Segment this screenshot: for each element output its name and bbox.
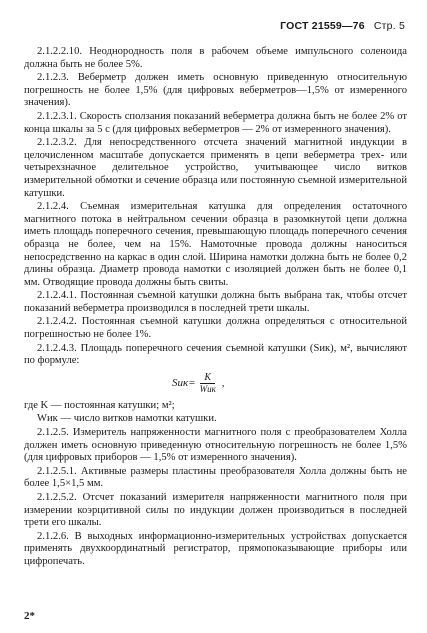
- page-header: [280, 20, 405, 32]
- formula-lhs: Sик=: [172, 377, 196, 390]
- clause-2-1-2-5-2: 2.1.2.5.2. Отсчет показаний измерителя напряженности магнитного поля при измерении коэрцитивной силы по индукции должен производиться в последней трети его шкалы.: [24, 492, 407, 529]
- formula-numerator: K: [200, 372, 215, 384]
- where-line-1: где K — постоянная катушки; м²;: [24, 399, 175, 411]
- formula: [24, 372, 407, 395]
- signature-mark: 2*: [24, 610, 35, 622]
- clause-2-1-2-3: 2.1.2.3. Веберметр должен иметь основную приведенную относительную погрешность не более 1,5% (для цифровых веберметров—1,5% от измеренного значения).: [24, 72, 407, 109]
- clause-2-1-2-4-2: 2.1.2.4.2. Постоянная съемной катушки должна определяться с относительной погрешностью не более 1%.: [24, 316, 407, 341]
- clause-2-1-2-5: 2.1.2.5. Измеритель напряженности магнитного поля с преобразователем Холла должен иметь основную приведенную относительную погрешность не более 1,5% (для цифровых приборов — 1,5% от измеренного значения).: [24, 427, 407, 464]
- standard-number: ГОСТ 21559—76: [280, 20, 365, 32]
- formula-trail: ,: [221, 377, 225, 390]
- clause-2-1-2-6: 2.1.2.6. В выходных информационно-измерительных устройствах допускается применять двухкоординатный регистратор, прямопоказывающие приборы или цифропечать.: [24, 530, 407, 567]
- clause-2-1-2-3-1: 2.1.2.3.1. Скорость сползания показаний веберметра должна быть не более 2% от конца шкалы за 5 с (для цифровых веберметров — 2% от измеренного значения).: [24, 110, 407, 135]
- page-number: Стр. 5: [373, 20, 405, 32]
- formula-denominator: Wик: [199, 383, 216, 394]
- clause-2-1-2-4: 2.1.2.4. Съемная измерительная катушка для определения остаточного магнитного потока в нейтральном сечении образца в разомкнутой цепи должна иметь площадь поперечного сечения, превышающую площадь поперечного сечения образца не более, чем на 15%. Намоточные провода должны наноситься непосредственно на каркас в один слой. Ширина намотки должна быть не более 0,2 длины образца. Диаметр провода намотки с изоляцией должен быть не более 0,1 мм. Отводящие провода должны быть свиты.: [24, 201, 407, 288]
- where-line-2: Wик — число витков намотки катушки.: [37, 413, 217, 425]
- clause-2-1-2-3-2: 2.1.2.3.2. Для непосредственного отсчета значений магнитной индукции в целочисленном масштабе допускается применять в цепи веберметра трех- или четырехзначное делительное устройство, учитывающее число витков измерительной обмотки и сечение образца или постоянную съемной измерительной катушки.: [24, 137, 407, 199]
- clause-2-1-2-5-1: 2.1.2.5.1. Активные размеры пластины преобразователя Холла должны быть не более 1,5×1,5 мм.: [24, 465, 407, 490]
- clause-2-1-2-4-1: 2.1.2.4.1. Постоянная съемной катушки должна быть выбрана так, чтобы отсчет показаний веберметра производился в последней трети шкалы.: [24, 290, 407, 314]
- document-body: [24, 46, 407, 570]
- clause-2-1-2-4-3: 2.1.2.4.3. Площадь поперечного сечения съемной катушки (Sик), м², вычисляют по формуле:: [24, 342, 407, 367]
- clause-2-1-2-2-10: 2.1.2.2.10. Неоднородность поля в рабочем объеме импульсного соленоида должна быть не более 5%.: [24, 46, 407, 70]
- formula-fraction: [200, 372, 216, 395]
